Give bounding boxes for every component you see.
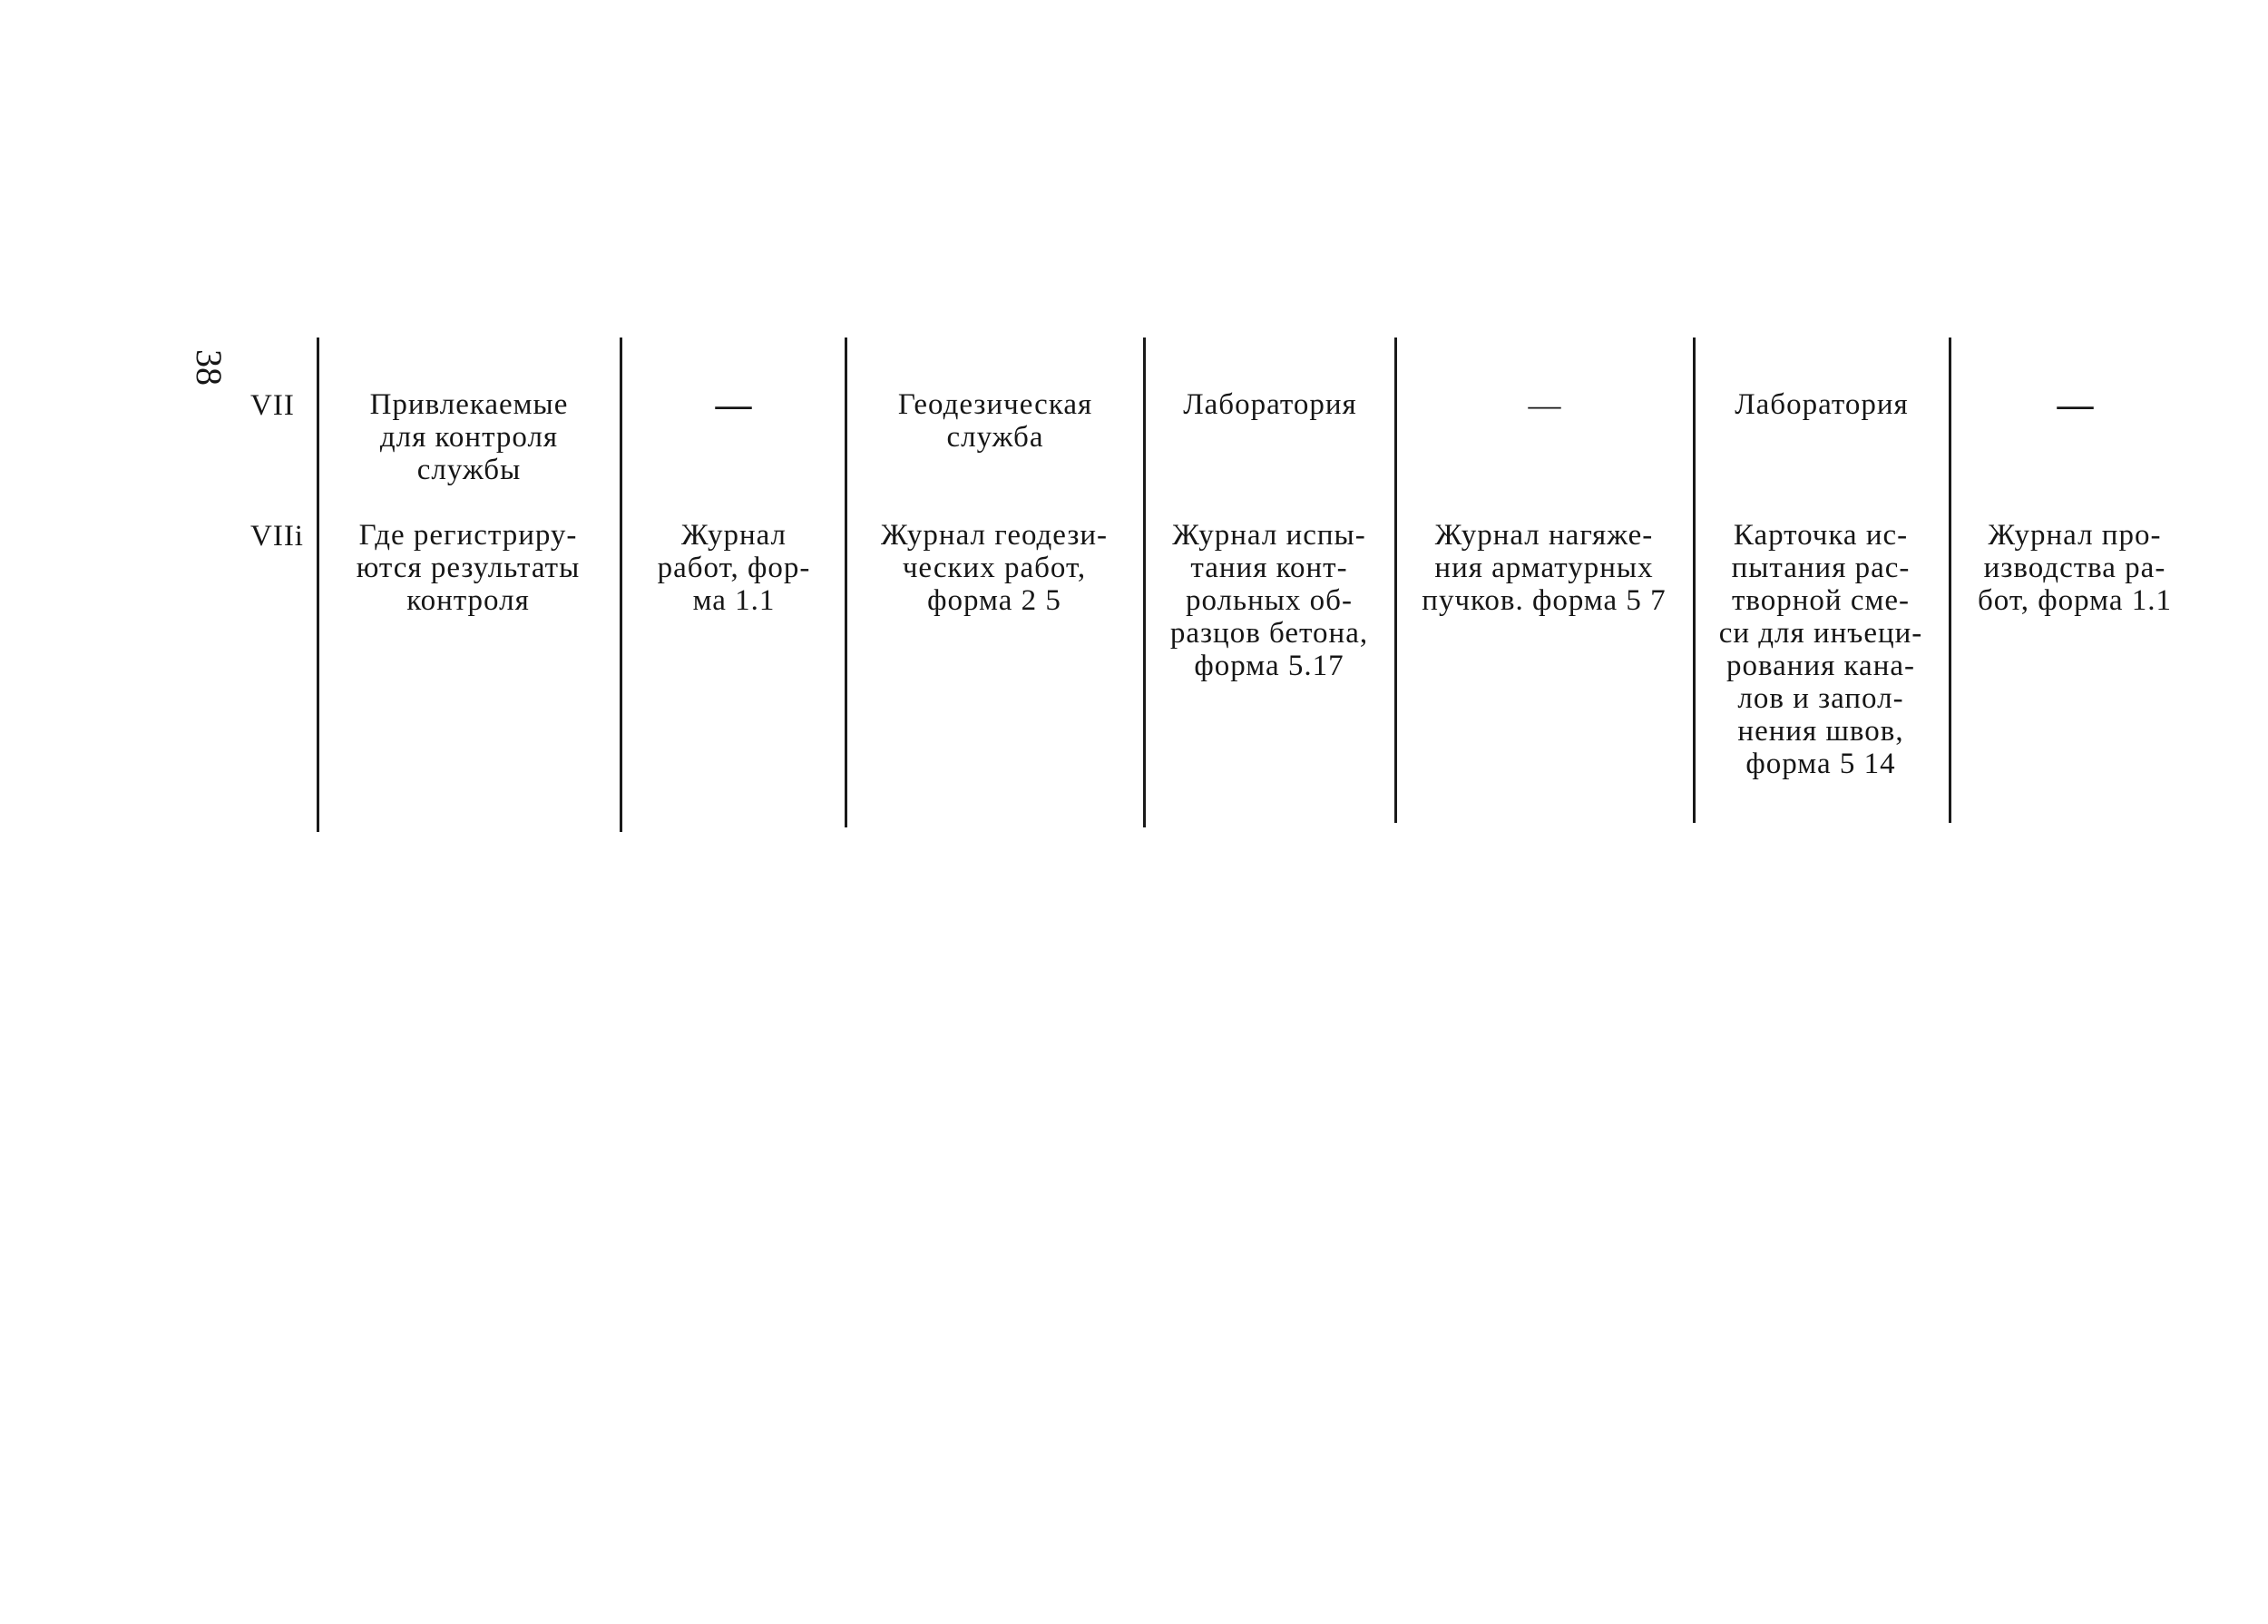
column-divider-3 bbox=[845, 338, 847, 827]
table-cell: Лаборатория bbox=[1735, 388, 1909, 421]
column-divider-5 bbox=[1394, 338, 1397, 823]
table-cell: — bbox=[715, 388, 753, 421]
table-cell: — bbox=[2057, 388, 2095, 421]
column-divider-6 bbox=[1693, 338, 1696, 823]
table-cell: Карточка ис- пытания рас- творной сме- си для инъеци- рования кана- лов и запол- нения швов, форма 5 14 bbox=[1718, 519, 1923, 780]
table-cell: Журнал про- изводства ра- бот, форма 1.1 bbox=[1978, 519, 2172, 617]
row-number: VIIi bbox=[250, 520, 304, 553]
column-divider-2 bbox=[620, 338, 622, 832]
column-divider-4 bbox=[1143, 338, 1146, 827]
table-cell: Лаборатория bbox=[1183, 388, 1357, 421]
page-number: 38 bbox=[189, 349, 230, 386]
table-cell: Журнал нагяже- ния арматурных пучков. форма 5 7 bbox=[1422, 519, 1667, 617]
row-number: VII bbox=[250, 389, 295, 422]
table-cell: Привлекаемые для контроля службы bbox=[369, 388, 569, 486]
table-cell: Журнал геодези- ческих работ, форма 2 5 bbox=[880, 519, 1109, 617]
table-cell: Журнал испы- тания конт- рольных об- разцов бетона, форма 5.17 bbox=[1169, 519, 1369, 682]
table-cell: Геодезическая служба bbox=[897, 388, 1093, 454]
table-cell: Где регистриру- ются результаты контроля bbox=[356, 519, 581, 617]
table-cell: Журнал работ, фор- ма 1.1 bbox=[657, 519, 811, 617]
column-divider-7 bbox=[1949, 338, 1951, 823]
table-cell: — bbox=[1528, 388, 1562, 421]
